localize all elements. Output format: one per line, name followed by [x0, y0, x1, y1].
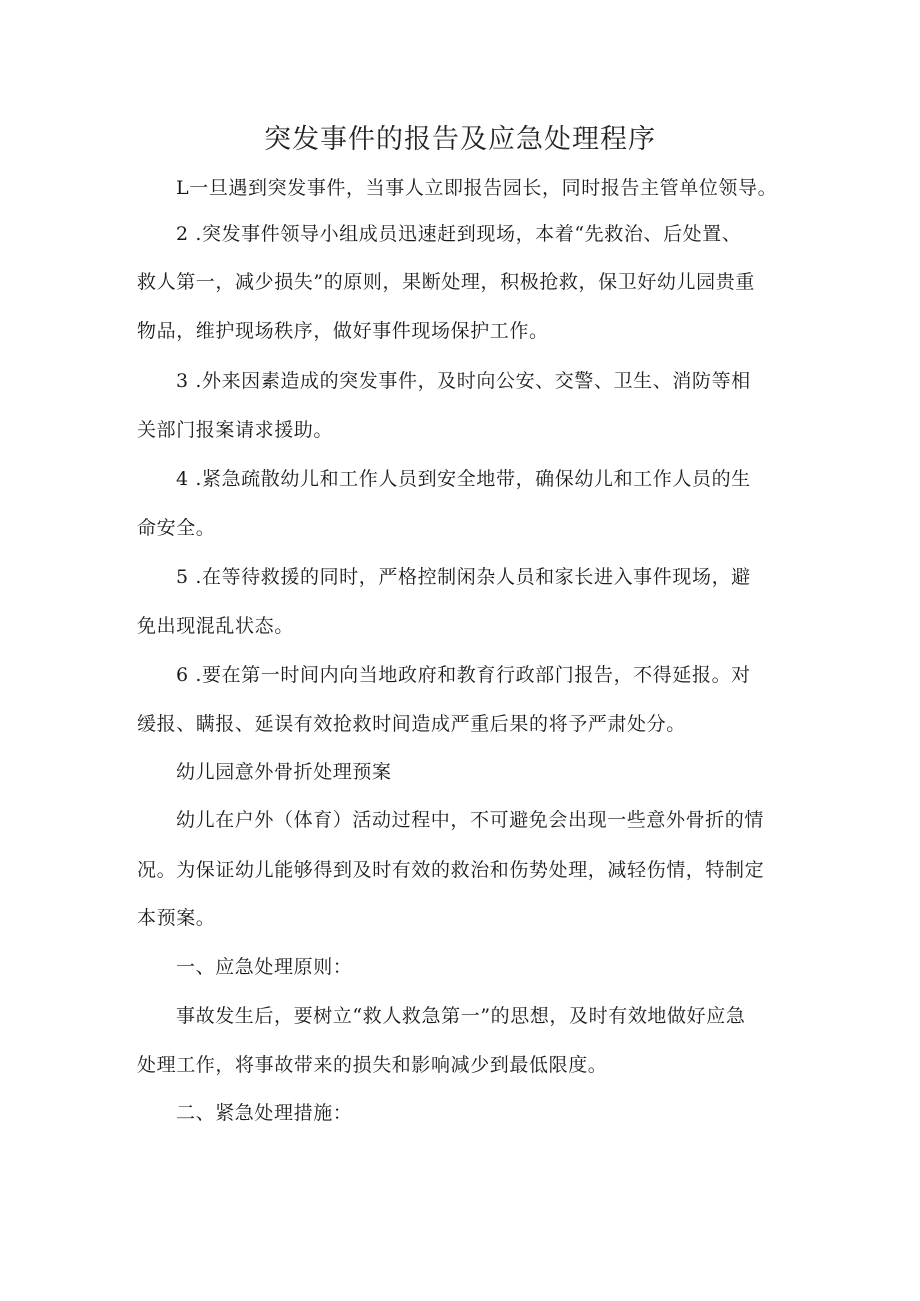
paragraph-line: 处理工作，将事故带来的损失和影响减少到最低限度。 — [137, 1054, 608, 1076]
paragraph-line: 5 .在等待救援的同时，严格控制闲杂人员和家长进入事件现场，避 — [176, 566, 751, 588]
paragraph-line: 事故发生后，要树立“救人救急第一”的思想，及时有效地做好应急 — [176, 1005, 746, 1027]
section-heading: 一、应急处理原则： — [176, 956, 353, 978]
paragraph-line: 救人第一，减少损失”的原则，果断处理，积极抢救，保卫好幼儿园贵重 — [137, 271, 755, 293]
paragraph-line: 命安全。 — [137, 517, 216, 539]
paragraph-line: 幼儿在户外（体育）活动过程中，不可避免会出现一些意外骨折的情 — [176, 809, 765, 831]
paragraph-line: 免出现混乱状态。 — [137, 615, 294, 637]
paragraph-line: 缓报、瞒报、延误有效抢救时间造成严重后果的将予严肃处分。 — [137, 713, 686, 735]
paragraph-line: 4 .紧急疏散幼儿和工作人员到安全地带，确保幼儿和工作人员的生 — [176, 468, 751, 490]
paragraph-line: 2 .突发事件领导小组成员迅速赶到现场，本着“先救治、后处置、 — [176, 223, 742, 245]
paragraph-line: 关部门报案请求援助。 — [137, 419, 334, 441]
section-heading: 二、紧急处理措施： — [176, 1102, 353, 1124]
paragraph-line: 6 .要在第一时间内向当地政府和教育行政部门报告，不得延报。对 — [176, 664, 751, 686]
paragraph-line: 物品，维护现场秩序，做好事件现场保护工作。 — [137, 320, 549, 342]
section-heading: 幼儿园意外骨折处理预案 — [176, 761, 392, 783]
paragraph-line: 3 .外来因素造成的突发事件，及时向公安、交警、卫生、消防等相 — [176, 370, 751, 392]
paragraph-line: L一旦遇到突发事件，当事人立即报告园长，同时报告主管单位领导。 — [176, 177, 778, 199]
document-title: 突发事件的报告及应急处理程序 — [264, 124, 656, 155]
paragraph-line: 况。为保证幼儿能够得到及时有效的救治和伤势处理，减轻伤情，特制定 — [137, 859, 765, 881]
paragraph-line: 本预案。 — [137, 907, 216, 929]
